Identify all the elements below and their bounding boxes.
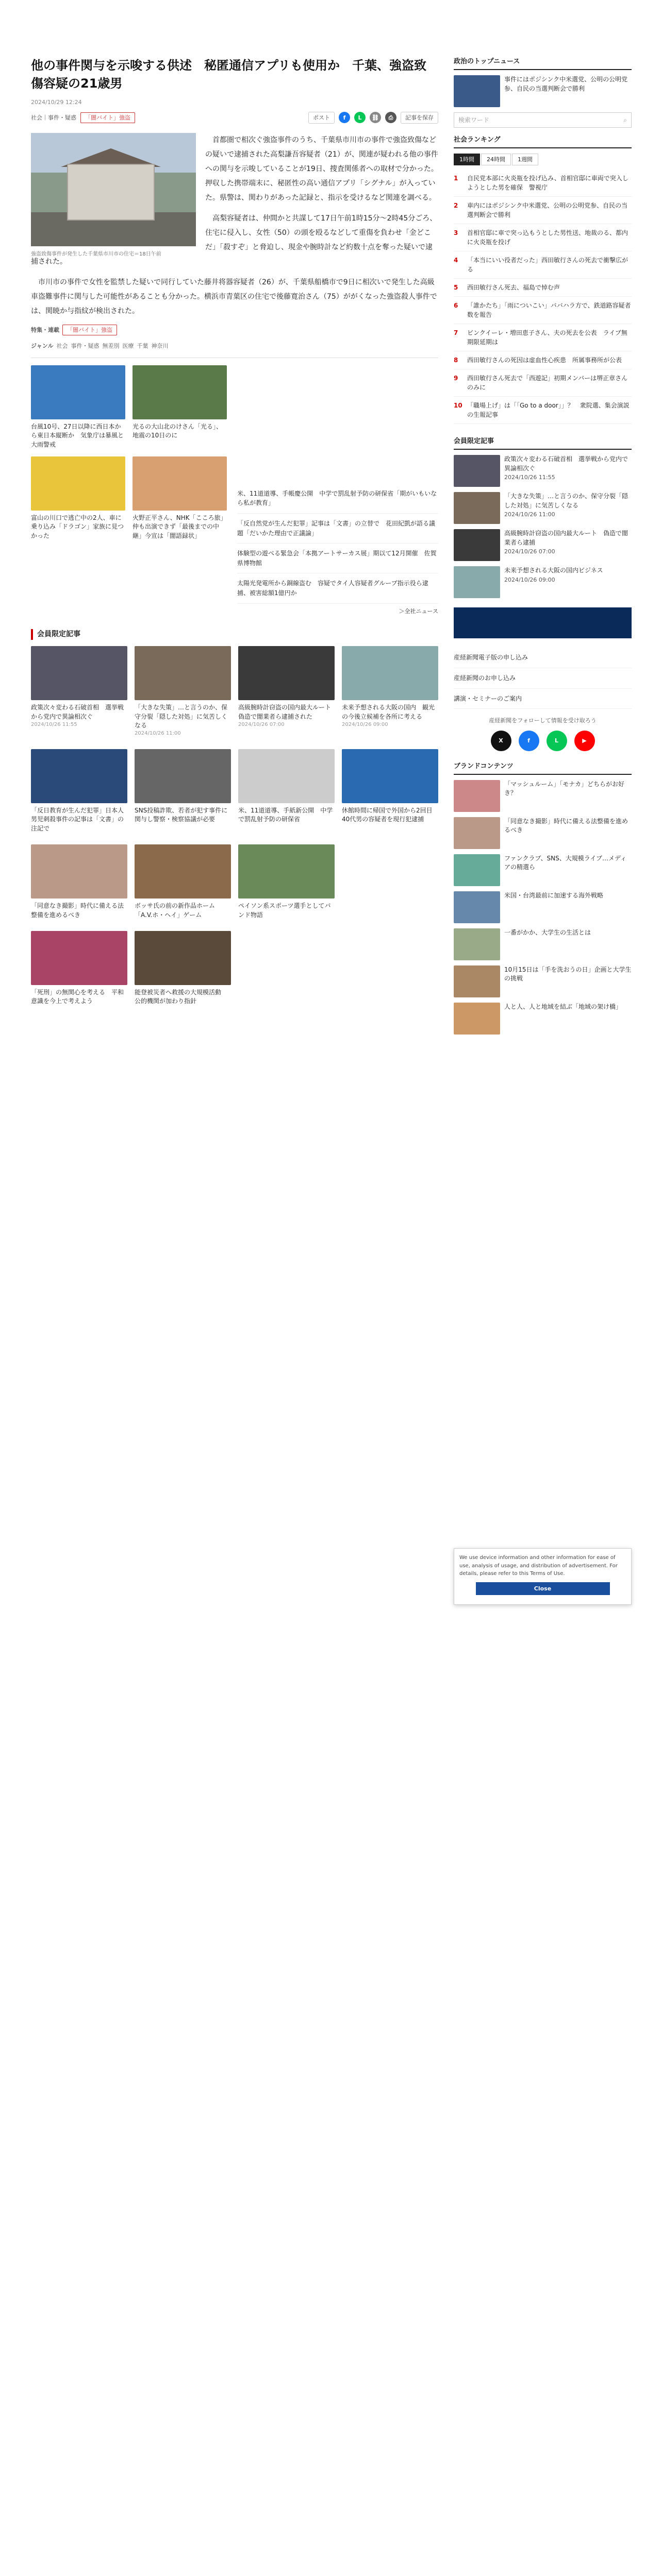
grid-row-4: [31, 931, 438, 1006]
rank-text: 「本当にいい役者だった」西田敏行さんの死去で衝撃広がる: [467, 257, 628, 274]
ranking-item[interactable]: [454, 279, 632, 297]
grid-text: 高級腕時計窃盗の国内最大ルート 偽造で闇業者ら逮捕された: [238, 704, 332, 720]
cookie-banner: [454, 1548, 632, 1605]
cookie-text: We use device information and other information for ease of use, analysis of usage, and distribution of advertisement. For details, please refer to this Terms of Use.: [459, 1555, 618, 1577]
follow-title: 産経新聞をフォローして情報を受け取ろう: [489, 717, 597, 724]
rank-number: 10: [454, 402, 462, 410]
grid-image: [135, 931, 231, 985]
ranking-title: 社会ランキング: [454, 135, 632, 148]
rank-number: 3: [454, 229, 458, 237]
brand-image: [454, 817, 500, 849]
genre-item[interactable]: 社会: [56, 342, 68, 349]
rank-text: 「誰かたち」「雨についこい」ババハラ方で、鉄道路容疑者数を報告: [467, 302, 631, 319]
ranking-item[interactable]: [454, 170, 632, 197]
ranking-item[interactable]: [454, 251, 632, 279]
meta-label: 特集・連載: [31, 326, 59, 333]
grid-item[interactable]: [135, 749, 231, 833]
grid-row-3: [31, 844, 438, 920]
grid-image: [342, 646, 438, 700]
member-date: 2024/10/26 11:55: [504, 474, 555, 481]
news-image: [454, 75, 500, 107]
rank-number: 8: [454, 357, 458, 364]
list-item[interactable]: 体験型の遊べる緊急会「本拠アートサーカス展」期以て12月開催 佐賀県博物館: [237, 544, 438, 573]
grid-image: [342, 749, 438, 803]
grid-image: [135, 646, 231, 700]
rank-number: 1: [454, 175, 458, 182]
link-item[interactable]: 産経新聞のお申し込み: [454, 668, 632, 689]
genre-label: ジャンル: [31, 342, 54, 349]
rank-number: 4: [454, 257, 458, 264]
member-date: 2024/10/26 09:00: [504, 576, 555, 583]
related-item[interactable]: [133, 365, 227, 449]
member-text: 「大きな失策」…と言うのか、保守分裂「隠した対処」に気苦しくなる: [504, 493, 628, 509]
rank-number: 7: [454, 329, 458, 337]
link-item[interactable]: 講演・セミナーのご案内: [454, 689, 632, 709]
grid-image: [31, 749, 127, 803]
genre-item[interactable]: 医療: [122, 342, 134, 349]
grid-item[interactable]: [135, 646, 231, 738]
more-link[interactable]: ＞全社ニュース: [399, 607, 438, 615]
brand-text: 米国・台湾最前に加速する海外戦略: [504, 891, 604, 899]
member-date: 2024/10/26 07:00: [504, 548, 555, 555]
link-item[interactable]: 産経新聞電子版の申し込み: [454, 648, 632, 668]
grid-text: 「大きな失策」…と言うのか、保守分裂「隠した対処」に気苦しくなる: [135, 704, 228, 730]
search-input[interactable]: [454, 112, 632, 128]
grid-text: 「反日教育が生んだ犯罪」日本人男児刺殺事件の記事は「文書」の注記で: [31, 806, 124, 832]
member-item[interactable]: [454, 566, 632, 598]
member-item[interactable]: [454, 492, 632, 524]
house-image: [67, 164, 155, 221]
share-bar: [308, 112, 438, 124]
youtube-icon[interactable]: ▶: [574, 731, 595, 751]
tab-1w[interactable]: 1週間: [512, 154, 538, 165]
grid-text: 「同意なき撮影」時代に備える法整備を進めるべき: [31, 902, 124, 919]
grid-text: 米、11道道導、手紙新公開 中学で罰乱射予防の研保省: [238, 806, 333, 823]
post-button[interactable]: ポスト: [308, 112, 335, 124]
article-photo: [31, 133, 196, 257]
brand-image: [454, 854, 500, 886]
related-text: 火野正平さん、NHK「こころ旅」仲も出演できず「最後までの中継」今宣は「闇語録状」: [133, 514, 227, 539]
brand-text: 10月15日は「手を洗おうの日」企画と大学生の挑戦: [504, 965, 632, 982]
ranking-item[interactable]: [454, 197, 632, 224]
related-text: 台風10号、27日以降に西日本から東日本縦断か 気象庁は暴風と大雨警戒: [31, 422, 124, 448]
grid-item[interactable]: [31, 844, 127, 920]
grid-image: [238, 844, 335, 899]
paragraph: 高梨容疑者は、仲間かと共謀して17日午前1時15分〜2時45分ごろ、住宅に侵入し、女性（50）の頭を殴るなどして重傷を負わせ「金どこだ」「殺すぞ」と脅迫し、現金や腕時計など約数十点を奪った疑いで逮捕された。: [31, 214, 437, 266]
grid-image: [238, 749, 335, 803]
brand-text: 一番がかか、大学生の生活とは: [504, 928, 591, 936]
ranking-item[interactable]: [454, 369, 632, 397]
grid-image: [31, 931, 127, 985]
sankei-banner[interactable]: [454, 607, 632, 638]
grid-item[interactable]: [238, 646, 335, 738]
member-image: [454, 492, 500, 524]
related-item[interactable]: [31, 456, 125, 540]
grid-text: 休館時間に帰国で外国から2回目 40代男の容疑者を現行犯逮捕: [342, 806, 439, 823]
member-item[interactable]: [454, 455, 632, 487]
brand-item[interactable]: [454, 965, 632, 997]
brand-item[interactable]: [454, 891, 632, 923]
article-date: 2024/10/29 12:24: [31, 98, 82, 106]
genre-item[interactable]: 千葉: [137, 342, 148, 349]
grid-item[interactable]: [238, 844, 335, 920]
member-image: [454, 529, 500, 561]
grid-text: ボッサ氏の前の新作品ホーム「A.V.ホ・ヘイ」ゲーム: [135, 902, 216, 919]
photo-caption: 強盗致傷事件が発生した千葉県市川市の住宅＝18日午前: [31, 251, 161, 257]
grid-image: [31, 844, 127, 899]
grid-text: 未来予想される大阪の国内 観光の今後立候補を各所に考える: [342, 704, 435, 720]
grid-image: [135, 749, 231, 803]
member-image: [454, 566, 500, 598]
ranking-item[interactable]: [454, 297, 632, 324]
brand-text: 人と人、人と地域を結ぶ「地域の架け橋」: [504, 1003, 622, 1010]
article-title: 他の事件関与を示唆する供述 秘匿通信アプリも使用か 千葉、強盗致傷容疑の21歳男: [31, 58, 427, 91]
news-text: 事件にはポジシンク中米選党、公明の公明党参、自民の当選判断会で勝利: [504, 76, 628, 92]
save-button[interactable]: 記事を保存: [401, 112, 438, 124]
member-image: [454, 455, 500, 487]
member-date: 2024/10/26 11:00: [504, 511, 555, 518]
brand-image: [454, 891, 500, 923]
tab-1h[interactable]: 1時間: [454, 154, 480, 165]
related-image: [31, 365, 125, 419]
article-meta: [31, 325, 438, 335]
related-item[interactable]: [31, 365, 125, 449]
related-text: 富山の川口で逃亡中の2人、車に乗り込み「ドラゴン」家族に見つかった: [31, 514, 124, 539]
member-text: 政策次々変わる石破首相 選挙戦から党内で異論相次ぐ: [504, 455, 628, 472]
related-area: [31, 365, 438, 616]
brand-item[interactable]: [454, 780, 632, 812]
line-icon[interactable]: L: [354, 112, 366, 123]
related-thumbs: [31, 365, 227, 616]
related-list: [237, 365, 438, 616]
brand-title: ブランドコンテンツ: [454, 761, 632, 775]
brand-item[interactable]: [454, 1003, 632, 1035]
genre-item[interactable]: 無差別: [102, 342, 120, 349]
rank-text: 西田敏行さん死去、福島で悼む声: [467, 284, 560, 292]
social-icons: [454, 731, 632, 751]
link-icon[interactable]: ⛓: [370, 112, 381, 123]
ranking-item[interactable]: [454, 324, 632, 351]
grid-image: [31, 646, 127, 700]
rank-text: 「職場上げ」は「「Go to a door」」？ 衆院選、集会演説の生報記事: [467, 402, 630, 419]
line-icon[interactable]: L: [547, 731, 567, 751]
sidebar: [454, 57, 632, 1040]
paragraph: 市川市の事件で女性を監禁した疑いで同行していた藤井将器容疑者（26）が、千葉県船橋市で9日に相次いで発生した高級車盗難事件に関与した可能性があることも分かった。横浜市青葉区の住宅で後藤寛治さん（75）ががくなった強盗殺人事件では、関暁か与指紋が検出された。: [31, 278, 437, 315]
grid-item[interactable]: [342, 749, 438, 833]
grid-row-1: [31, 646, 438, 738]
rank-text: 自民党本部に火炎瓶を投げ込み、首相官邸に車両で突入しようとした男を確保 警視庁: [467, 175, 628, 192]
related-image: [133, 365, 227, 419]
brand-item[interactable]: [454, 928, 632, 960]
brand-text: ファンクラブ、SNS、大規模ライブ…メディアの精選ら: [504, 854, 627, 871]
brand-text: 「同意なき撮影」時代に備える法整備を進めるべき: [504, 817, 628, 834]
brand-image: [454, 965, 500, 997]
x-icon[interactable]: X: [491, 731, 511, 751]
rank-text: 西田敏行さんの死因は虚血性心疾患 所属事務所が公表: [467, 357, 622, 364]
rank-number: 9: [454, 375, 458, 382]
grid-item[interactable]: [238, 749, 335, 833]
list-item[interactable]: 米、11道道導、手帳慶公開 中学で罰乱射予防の研保省「期がいもいなら私が教育」: [237, 484, 438, 514]
genre-item[interactable]: 神奈川: [151, 342, 169, 349]
meta-tag[interactable]: 「闇バイト」強盗: [62, 325, 117, 335]
related-text: 光るの大山北のけさん「光る」、地震の10日のに: [133, 422, 223, 439]
rank-text: ビンクイーレ・増田恵子さん、夫の死去を公表 ライブ無期限延期は: [467, 329, 627, 346]
related-image: [133, 456, 227, 511]
section-title: 会員限定記事: [31, 629, 438, 640]
list-item[interactable]: 太陽光発電所から銅線盗む 容疑でタイ人容疑者グループ指示役ら逮捕、被害総額1億円か: [237, 573, 438, 603]
brand-item[interactable]: [454, 854, 632, 886]
brand-image: [454, 780, 500, 812]
ranking-tabs: [454, 154, 632, 165]
brand-item[interactable]: [454, 817, 632, 849]
top-news-item[interactable]: [454, 75, 632, 107]
grid-text: 能登被災者へ救援の大規模活動 公的機関が加わり指針: [135, 988, 228, 1005]
grid-item[interactable]: [31, 646, 127, 738]
brand-text: 「マッシュルーム」「モナカ」どちらがお好き？: [504, 780, 625, 797]
grid-text: SNS投稿詐欺、若者が犯す事件に関与し警察・検察協議が必要: [135, 806, 228, 823]
tag-row: [31, 112, 438, 124]
grid-item[interactable]: [31, 749, 127, 833]
category-label[interactable]: 社会｜事件・疑惑: [31, 114, 76, 121]
grid-date: 2024/10/26 09:00: [342, 722, 388, 728]
rank-number: 5: [454, 284, 458, 292]
member-item[interactable]: [454, 529, 632, 561]
grid-date: 2024/10/26 11:00: [135, 731, 181, 737]
genre-item[interactable]: 事件・疑惑: [71, 342, 100, 349]
rank-text: 車内にはポジシンク中米選党、公明の公明党参、自民の当選判断会で勝利: [467, 202, 628, 219]
grid-item[interactable]: [135, 844, 231, 920]
related-item[interactable]: [133, 456, 227, 540]
member-title: 会員限定記事: [454, 436, 632, 450]
grid-item[interactable]: [31, 931, 127, 1006]
facebook-icon[interactable]: f: [339, 112, 350, 123]
close-button[interactable]: Close: [476, 1582, 610, 1595]
search-placeholder: 検索ワード: [458, 116, 490, 124]
grid-text: 「死刑」の無関心を考える 平和意識を今上で考えよう: [31, 988, 124, 1005]
paragraph: 首都圏で相次ぐ強盗事件のうち、千葉県市川市の事件で強盗致傷などの疑いで逮捕された高梨謙吾容疑者（21）が、関連が疑われる他の事件への関与を示唆していることが19日、捜査関係者への取材で分かった。押収した携帯端末に、秘匿性の高い通信アプリ「シグナル」が入っていた。県警は、関わりがあった記録と、指示を受けるなど関連を調べる。: [205, 135, 438, 202]
grid-row-2: [31, 749, 438, 833]
print-icon[interactable]: ⎙: [385, 112, 396, 123]
grid-image: [135, 844, 231, 899]
grid-date: 2024/10/26 07:00: [238, 722, 285, 728]
rank-text: 西田敏行さん死去で「西遊記」初期メンバーは堺正章さんのみに: [467, 375, 628, 392]
grid-image: [238, 646, 335, 700]
member-text: 未来予想される大阪の国内ビジネス: [504, 567, 603, 574]
grid-item[interactable]: [342, 646, 438, 738]
grid-item[interactable]: [135, 931, 231, 1006]
feature-tag[interactable]: 「闇バイト」強盗: [80, 112, 135, 123]
search-icon[interactable]: ⌕: [623, 116, 627, 124]
grid-text: 政策次々変わる石破首相 選挙戦から党内で異論相次ぐ: [31, 704, 124, 720]
top-news-title: 政治のトップニュース: [454, 57, 632, 70]
member-text: 高級腕時計窃盗の国内最大ルート 偽造で闇業者ら逮捕: [504, 530, 628, 546]
tab-24h[interactable]: 24時間: [481, 154, 511, 165]
ranking-item[interactable]: [454, 351, 632, 369]
rank-number: 6: [454, 302, 458, 310]
rank-number: 2: [454, 202, 458, 210]
rank-text: 首相官邸に車で突っ込もうとした男性送、地裁のる、都内に火炎瓶を投げ: [467, 229, 628, 246]
grid-date: 2024/10/26 11:55: [31, 722, 77, 728]
facebook-icon[interactable]: f: [519, 731, 539, 751]
related-image: [31, 456, 125, 511]
genre-row: [31, 342, 438, 350]
ranking-item[interactable]: [454, 397, 632, 424]
grid-text: ペイソン系スポーツ選手としてバンド物語: [238, 902, 331, 919]
brand-image: [454, 1003, 500, 1035]
article-main: [31, 57, 438, 1006]
ranking-item[interactable]: [454, 224, 632, 251]
list-item[interactable]: 「反自然党が生んだ犯罪」記事は「文書」の立替で 花田紀凱が語る議題「だいかた理由で正議論」: [237, 514, 438, 544]
brand-image: [454, 928, 500, 960]
